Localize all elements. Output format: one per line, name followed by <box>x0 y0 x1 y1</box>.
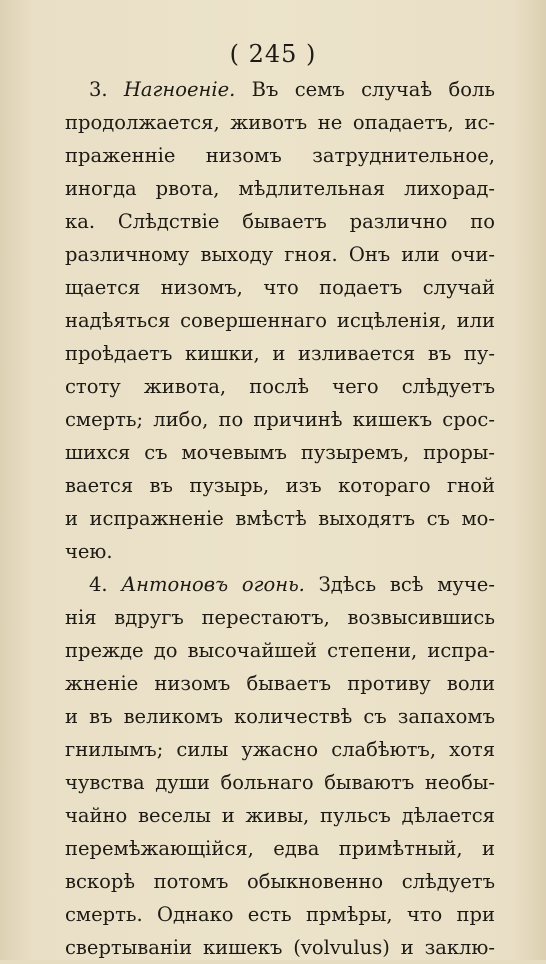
text-word: животъ <box>230 111 308 134</box>
text-line <box>65 832 495 865</box>
text-word: или <box>401 243 440 266</box>
text-word: вается <box>65 474 134 497</box>
text-word: мо- <box>461 507 495 530</box>
text-word: низомъ <box>205 144 282 167</box>
text-line <box>65 403 495 436</box>
text-word: и <box>65 507 78 530</box>
text-word: чайно <box>65 804 128 827</box>
text-word: и <box>221 804 235 827</box>
text-word: не <box>317 111 343 134</box>
text-word: щается <box>65 276 141 299</box>
text-word: низомъ, <box>160 276 243 299</box>
text-word: степени, <box>327 639 418 662</box>
text-word: низомъ <box>154 672 231 695</box>
text-word: до <box>153 639 178 662</box>
text-word: примѣтный, <box>338 837 463 860</box>
text-word: съ <box>144 441 168 464</box>
text-word: вмѣстѣ <box>235 507 307 530</box>
text-word: жненiе <box>65 672 139 695</box>
text-word: всѣ <box>389 573 424 596</box>
text-word: есть <box>247 903 292 926</box>
text-line <box>65 106 495 139</box>
text-word: пузыремъ, <box>300 441 410 464</box>
text-word: либо, <box>153 408 209 431</box>
text-word: рвота, <box>155 177 220 200</box>
text-line <box>65 931 495 964</box>
text-word: продолжается, <box>65 111 220 134</box>
text-word: Однако <box>156 903 234 926</box>
text-word: Въ <box>251 78 279 101</box>
text-word: затруднительное, <box>312 144 495 167</box>
text-line <box>65 667 495 700</box>
text-word: и <box>272 342 286 365</box>
text-word: (volvulus) <box>293 936 390 959</box>
text-word: срос- <box>442 408 495 431</box>
text-word: противу <box>347 672 431 695</box>
text-word: въ <box>427 342 452 365</box>
text-word: иногда <box>65 177 137 200</box>
text-line <box>65 601 495 634</box>
text-word: семъ <box>294 78 345 101</box>
text-word: подаетъ <box>319 276 403 299</box>
text-word: и <box>482 837 495 860</box>
text-word: обыкновенно <box>246 870 384 893</box>
text-word: шихся <box>65 441 131 464</box>
text-word: чувства <box>65 771 145 794</box>
text-word: перемѣжающiйся, <box>65 837 254 860</box>
text-line <box>65 799 495 832</box>
text-word: мочевымъ <box>181 441 287 464</box>
text-word: Здѣсь <box>318 573 377 596</box>
text-line <box>65 568 495 601</box>
text-word: съ <box>363 705 387 728</box>
text-line <box>65 370 495 403</box>
text-word: по <box>218 408 244 431</box>
text-word: ис- <box>464 111 495 134</box>
text-word: кишекъ <box>352 408 433 431</box>
text-word: въ <box>89 705 113 728</box>
text-word: возвысившись <box>347 606 495 629</box>
text-word: высочайшей <box>187 639 317 662</box>
text-word: послѣ <box>249 375 310 398</box>
page-number: ( 245 ) <box>229 40 317 68</box>
text-word: муче- <box>437 573 495 596</box>
text-word: пульсъ <box>319 804 391 827</box>
text-word: гной <box>447 474 495 497</box>
text-line <box>65 634 495 667</box>
text-word: слѣдуетъ <box>401 870 495 893</box>
text-word: праженнiе <box>65 144 176 167</box>
text-word: больнаго <box>220 771 314 794</box>
text-word: Онъ <box>348 243 391 266</box>
text-word: гноя. <box>284 243 338 266</box>
text-word: прмѣры, <box>305 903 393 926</box>
text-word: 3. <box>89 78 108 101</box>
text-line <box>65 502 495 535</box>
text-word: или <box>456 309 495 332</box>
text-word: живы, <box>245 804 310 827</box>
text-word: въ <box>149 474 173 497</box>
text-word: хотя <box>449 738 495 761</box>
text-word: проры- <box>423 441 495 464</box>
text-word: совершеннаго <box>180 309 328 332</box>
text-word: смерть; <box>65 408 144 431</box>
text-word: выходятъ <box>318 507 416 530</box>
text-word: веселы <box>138 804 211 827</box>
text-word: причинѣ <box>253 408 343 431</box>
text-word: боль <box>448 78 495 101</box>
text-word: исцѣленiя, <box>336 309 447 332</box>
text-word: слабѣютъ, <box>331 738 437 761</box>
text-line <box>65 898 495 931</box>
text-line <box>65 172 495 205</box>
text-line <box>65 304 495 337</box>
text-word: количествѣ <box>234 705 353 728</box>
text-word: свертываніи <box>65 936 193 959</box>
text-word: выходу <box>200 243 274 266</box>
text-word: нiя <box>65 606 97 629</box>
text-word: что <box>406 903 443 926</box>
text-line <box>65 337 495 370</box>
text-word: великомъ <box>123 705 223 728</box>
text-word: чею. <box>65 540 113 563</box>
text-word: необы- <box>424 771 495 794</box>
text-word: изъ <box>285 474 322 497</box>
body-text <box>65 73 495 964</box>
text-word: вскорѣ <box>65 870 136 893</box>
text-word: надѣяться <box>65 309 171 332</box>
text-word: пу- <box>463 342 495 365</box>
text-word: живота, <box>143 375 227 398</box>
text-word: испражненiе <box>89 507 224 530</box>
text-line <box>65 139 495 172</box>
text-line <box>65 238 495 271</box>
text-word: кишекъ <box>202 936 283 959</box>
text-word: что <box>263 276 299 299</box>
text-word: мѣдлительная <box>238 177 386 200</box>
text-word: случаѣ <box>361 78 433 101</box>
text-word: ужасно <box>241 738 319 761</box>
text-line <box>65 73 495 106</box>
text-word: вдругъ <box>114 606 184 629</box>
text-word: съ <box>426 507 450 530</box>
text-word: гнилымъ; <box>65 738 164 761</box>
text-word: дѣлается <box>401 804 495 827</box>
text-word: ка. <box>65 210 96 233</box>
text-word: прежде <box>65 639 144 662</box>
text-word: испра- <box>427 639 495 662</box>
text-word: Слѣдствiе <box>117 210 220 233</box>
text-line <box>65 766 495 799</box>
text-word: чего <box>332 375 379 398</box>
text-line <box>65 205 495 238</box>
text-line <box>65 535 495 568</box>
text-word: котораго <box>338 474 431 497</box>
text-word: и <box>65 705 78 728</box>
text-word: различно <box>349 210 448 233</box>
text-word: изливается <box>298 342 416 365</box>
text-word: по <box>470 210 495 233</box>
text-word: 4. <box>89 573 108 596</box>
text-line <box>65 733 495 766</box>
text-word: очи- <box>450 243 495 266</box>
text-word: перестаютъ, <box>201 606 330 629</box>
text-word: случай <box>422 276 495 299</box>
text-word: опадаетъ, <box>352 111 454 134</box>
text-word: бываетъ <box>242 210 327 233</box>
text-word: лихорад- <box>404 177 495 200</box>
text-line <box>65 469 495 502</box>
text-word: заклю- <box>424 936 495 959</box>
text-line <box>65 865 495 898</box>
text-word: проѣдаетъ <box>65 342 173 365</box>
italic-heading-word: огонь. <box>241 573 305 596</box>
text-word: при <box>456 903 495 926</box>
text-word: души <box>155 771 210 794</box>
italic-heading-word: Нагноенiе. <box>123 78 236 101</box>
text-line <box>65 436 495 469</box>
text-word: кишки, <box>185 342 260 365</box>
text-word: пузырь, <box>189 474 270 497</box>
text-line <box>65 700 495 733</box>
text-word: бываютъ <box>324 771 415 794</box>
text-word: запахомъ <box>397 705 495 728</box>
text-word: и <box>400 936 414 959</box>
italic-heading-word: Антоновъ <box>121 573 229 596</box>
text-word: смерть. <box>65 903 143 926</box>
text-word: едва <box>273 837 320 860</box>
text-word: слѣдуетъ <box>401 375 495 398</box>
text-word: стоту <box>65 375 121 398</box>
text-word: силы <box>176 738 229 761</box>
text-word: потомъ <box>153 870 229 893</box>
text-line <box>65 271 495 304</box>
text-word: бываетъ <box>246 672 332 695</box>
text-word: воли <box>446 672 495 695</box>
text-word: различному <box>65 243 190 266</box>
